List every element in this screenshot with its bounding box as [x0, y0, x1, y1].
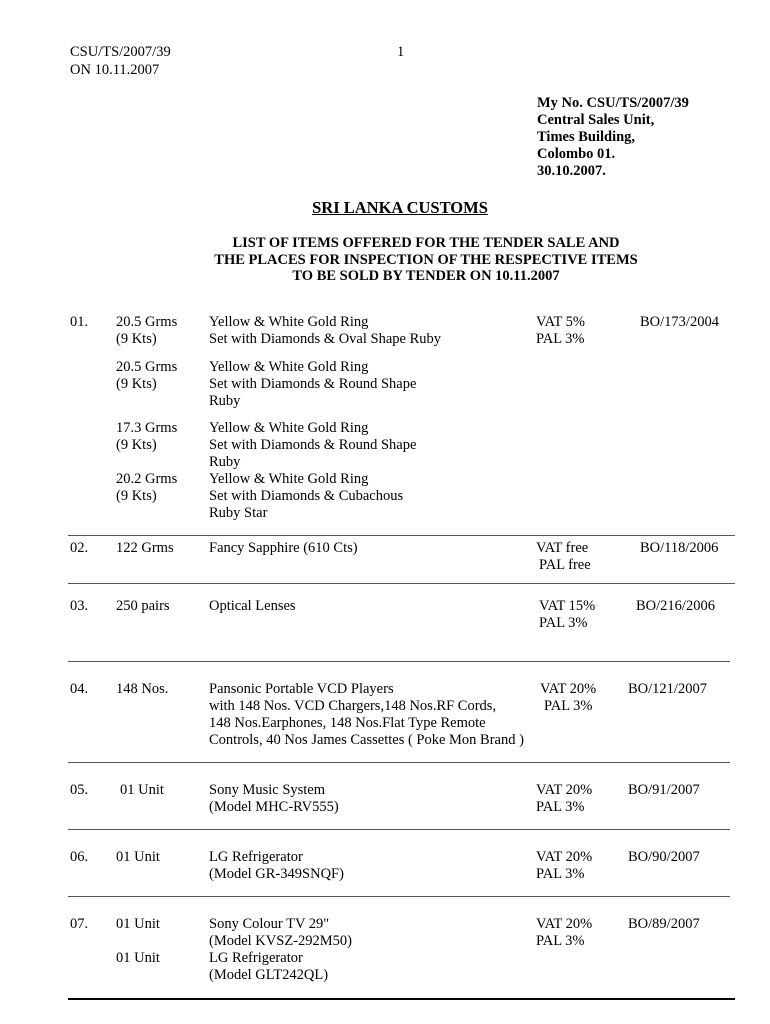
- item-tax: VAT 20%: [536, 916, 593, 932]
- item-description: Yellow & White Gold Ring: [209, 314, 369, 330]
- item-tax: VAT 20%: [536, 849, 593, 865]
- address-line-4: Colombo 01.: [537, 146, 616, 162]
- item-description: Set with Diamonds & Round Shape: [209, 376, 417, 392]
- subtitle-line-1: LIST OF ITEMS OFFERED FOR THE TENDER SALE AND: [232, 235, 620, 251]
- item-description: Yellow & White Gold Ring: [209, 359, 369, 375]
- item-reference: BO/173/2004: [640, 314, 719, 330]
- item-tax: VAT free: [536, 540, 589, 556]
- item-quantity: (9 Kts): [116, 437, 157, 453]
- item-description: Pansonic Portable VCD Players: [209, 681, 394, 697]
- item-tax: PAL 3%: [539, 615, 588, 631]
- subtitle-line-2: THE PLACES FOR INSPECTION OF THE RESPECTIVE ITEMS: [214, 252, 638, 268]
- item-description: Sony Music System: [209, 782, 326, 798]
- item-quantity: 01 Unit: [116, 849, 160, 865]
- item-description: Fancy Sapphire (610 Cts): [209, 540, 358, 556]
- item-description: Ruby: [209, 454, 241, 470]
- item-tax: PAL 3%: [536, 933, 585, 949]
- address-line-1: My No. CSU/TS/2007/39: [537, 95, 689, 111]
- item-number: 01.: [70, 314, 89, 330]
- row-divider: [68, 661, 730, 662]
- item-quantity: 01 Unit: [116, 950, 160, 966]
- item-tax: PAL free: [539, 557, 591, 573]
- item-description: Sony Colour TV 29": [209, 916, 330, 932]
- item-description: LG Refrigerator: [209, 849, 303, 865]
- item-tax: PAL 3%: [536, 331, 585, 347]
- item-quantity: 17.3 Grms: [116, 420, 178, 436]
- item-tax: VAT 20%: [540, 681, 597, 697]
- item-tax: VAT 5%: [536, 314, 586, 330]
- row-divider: [68, 829, 730, 830]
- item-quantity: 250 pairs: [116, 598, 170, 614]
- item-description: (Model MHC-RV555): [209, 799, 339, 815]
- item-number: 07.: [70, 916, 89, 932]
- page-bottom-rule: [68, 998, 735, 1000]
- item-description: Yellow & White Gold Ring: [209, 471, 369, 487]
- item-description: Optical Lenses: [209, 598, 296, 614]
- header-reference: CSU/TS/2007/39: [70, 44, 171, 60]
- item-description: LG Refrigerator: [209, 950, 303, 966]
- item-quantity: 148 Nos.: [116, 681, 169, 697]
- item-number: 02.: [70, 540, 89, 556]
- item-description: (Model KVSZ-292M50): [209, 933, 352, 949]
- item-reference: BO/216/2006: [636, 598, 715, 614]
- subtitle-line-3: TO BE SOLD BY TENDER ON 10.11.2007: [292, 268, 560, 284]
- item-description: Ruby: [209, 393, 241, 409]
- item-description: Set with Diamonds & Round Shape: [209, 437, 417, 453]
- item-reference: BO/91/2007: [628, 782, 700, 798]
- item-description: Ruby Star: [209, 505, 268, 521]
- item-description: Set with Diamonds & Oval Shape Ruby: [209, 331, 441, 347]
- item-tax: PAL 3%: [536, 866, 585, 882]
- item-quantity: 20.5 Grms: [116, 314, 178, 330]
- address-line-5: 30.10.2007.: [537, 163, 606, 179]
- item-description: Controls, 40 Nos James Cassettes ( Poke Mon Brand ): [209, 732, 524, 748]
- item-reference: BO/118/2006: [640, 540, 719, 556]
- row-divider: [68, 896, 730, 897]
- item-description: 148 Nos.Earphones, 148 Nos.Flat Type Remote: [209, 715, 486, 731]
- address-line-2: Central Sales Unit,: [537, 112, 655, 128]
- address-line-3: Times Building,: [537, 129, 636, 145]
- item-description: Set with Diamonds & Cubachous: [209, 488, 404, 504]
- item-number: 06.: [70, 849, 89, 865]
- item-number: 05.: [70, 782, 89, 798]
- item-description: Yellow & White Gold Ring: [209, 420, 369, 436]
- item-quantity: (9 Kts): [116, 331, 157, 347]
- item-tax: VAT 20%: [536, 782, 593, 798]
- item-quantity: 20.5 Grms: [116, 359, 178, 375]
- page-title: SRI LANKA CUSTOMS: [312, 198, 488, 217]
- item-quantity: (9 Kts): [116, 376, 157, 392]
- item-quantity: 01 Unit: [116, 916, 160, 932]
- item-description: with 148 Nos. VCD Chargers,148 Nos.RF Cords,: [209, 698, 497, 714]
- item-number: 03.: [70, 598, 89, 614]
- row-divider: [68, 583, 735, 584]
- item-reference: BO/89/2007: [628, 916, 700, 932]
- item-quantity: 122 Grms: [116, 540, 174, 556]
- item-reference: BO/121/2007: [628, 681, 707, 697]
- item-number: 04.: [70, 681, 89, 697]
- item-tax: PAL 3%: [536, 799, 585, 815]
- item-quantity: (9 Kts): [116, 488, 157, 504]
- item-tax: VAT 15%: [539, 598, 596, 614]
- row-divider: [68, 762, 730, 763]
- item-description: (Model GLT242QL): [209, 967, 329, 983]
- row-divider: [68, 535, 735, 536]
- item-reference: BO/90/2007: [628, 849, 700, 865]
- header-date: ON 10.11.2007: [70, 62, 160, 78]
- item-quantity: 20.2 Grms: [116, 471, 178, 487]
- page-number: 1: [397, 44, 405, 60]
- item-description: (Model GR-349SNQF): [209, 866, 344, 882]
- item-quantity: 01 Unit: [120, 782, 164, 798]
- item-tax: PAL 3%: [544, 698, 593, 714]
